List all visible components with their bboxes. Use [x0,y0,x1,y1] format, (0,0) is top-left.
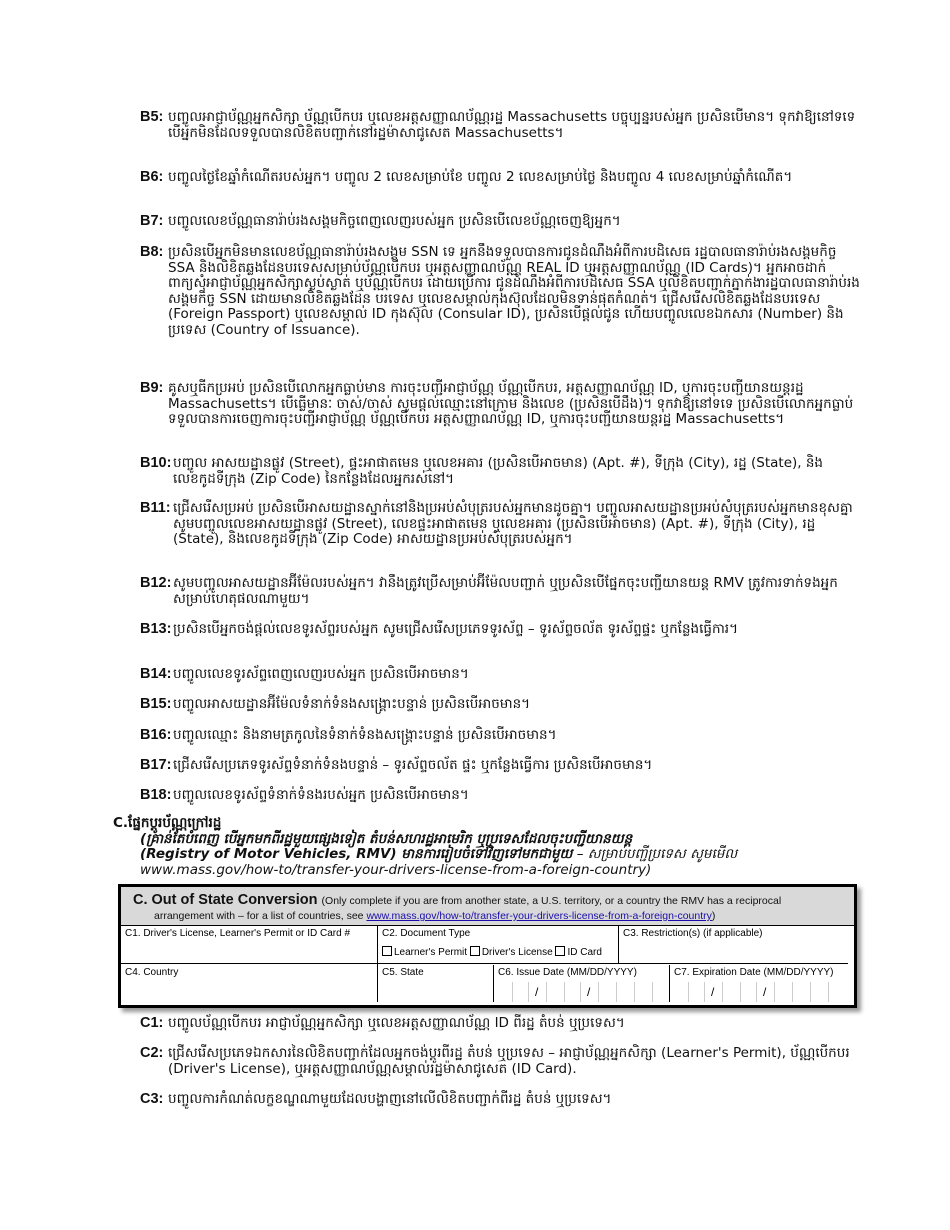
document-type-options [382,946,602,958]
c5-field[interactable] [378,965,493,1002]
item-label: B6: [140,169,164,185]
date-slash: / [711,985,715,999]
slot [688,982,689,1002]
item-text: បញ្ចូលលេខប័ណ្ណធានារ៉ាប់រងសង្គមកិច្ចពេញលេញរបស់អ្នក ប្រសិនបើលេខប័ណ្ណចេញឱ្យអ្នក។ [168,213,621,229]
item-label: B11: [140,500,171,516]
c4-field[interactable] [121,965,377,1002]
item-text: ជ្រើសរើសប្រអប់ ប្រសិនបើអាសយដ្ឋានស្នាក់នៅនិងប្រអប់សំបុត្ររបស់អ្នកមានដូចគ្នា។ បញ្ចូលអាសយដ្ឋានប្រអប់សំបុត្ររបស់អ្នកមានខុសគ្នា សូមបញ្ចូលលេខអាសយដ្ឋានផ្លូវ (Street), លេខផ្ទះអាផាតមេន ឬលេខអគារ (ប្រសិនបើអាចមាន) (Apt. #), ទីក្រុង (City), រដ្ឋ (State), និងលេខកូដទីក្រុង (Zip Code) អាសយដ្ឋានប្រអប់សំបុត្ររបស់អ្នក។ [173,500,853,547]
item-label: C2: [140,1045,164,1061]
c6-label: C6. Issue Date (MM/DD/YYYY) [498,967,637,978]
section-c-line2-bold: (Registry of Motor Vehicles, RMV) មានការរៀបចំទៅវិញទៅមកជាមួយ [140,846,573,862]
item-text: ជ្រើសរើសប្រភេទឯកសារនៃលិខិតបញ្ជាក់ដែលអ្នកចង់ប្ដូរពីរដ្ឋ តំបន់ ឬប្រទេស – អាជ្ញាប័ណ្ណអ្នកសិក្សា (Learner's Permit), ប័ណ្ណបើកបរ (Driver's License), ឬអត្តសញ្ញាណប័ណ្ណសម្គាល់រដ្ឋម៉ាសាជូសេត (ID Card). [168,1045,850,1077]
c6-field[interactable] [494,965,669,1002]
slot [528,982,529,1002]
slot [810,982,811,1002]
c3-field[interactable] [619,926,848,964]
item-text: បញ្ចូលអាសយដ្ឋានអ៊ីម៉ែលទំនាក់ទំនងសង្គ្រោះបន្ទាន់ ប្រសិនបើអាចមាន។ [173,696,531,712]
learners-permit-checkbox[interactable] [382,946,392,956]
item-label: B9: [140,380,164,396]
slot [756,982,757,1002]
c1-field[interactable] [121,926,377,964]
item-label: B7: [140,213,164,229]
item-text: បញ្ចូលឈ្មោះ និងនាមត្រកូលនៃទំនាក់ទំនងសង្គ្រោះបន្ទាន់ ប្រសិនបើអាចមាន។ [173,727,557,743]
item-label: B12: [140,575,172,591]
learners-permit-label: Learner's Permit [394,947,468,958]
item-label: B10: [140,455,172,471]
item-label: B8: [140,244,164,260]
form-title: C. Out of State Conversion [133,892,318,908]
slot [722,982,723,1002]
c4-label: C4. Country [125,967,179,978]
instruction-b12 [140,576,860,607]
form-title-note: (Only complete if you are from another state, a U.S. territory, or a country the RMV has a reciprocal [321,895,782,907]
slot [512,982,513,1002]
item-text: បញ្ចូលប័ណ្ណបើកបរ អាជ្ញាប័ណ្ណអ្នកសិក្សា ឬលេខអត្តសញ្ញាណប័ណ្ណ ID ពីរដ្ឋ តំបន់ ឬប្រទេស។ [168,1015,625,1031]
instruction-b18 [140,788,860,804]
c3-label: C3. Restriction(s) (if applicable) [623,928,763,939]
instruction-c2 [140,1046,860,1077]
section-c-line2-rest: – សម្រាប់បញ្ជីប្រទេស សូមមើល [572,846,738,862]
item-text: ប្រសិនបើអ្នកចង់ផ្ដល់លេខទូរស័ព្ទរបស់អ្នក សូមជ្រើសរើសប្រភេទទូរស័ព្ទ – ទូរស័ព្ទចល័ត ទូរស័ព្ទផ្ទះ ឬកន្លែងធ្វើការ។ [173,621,738,637]
instruction-b14 [140,667,860,683]
c2-field [378,926,618,964]
instruction-b10 [140,456,860,487]
drivers-license-checkbox[interactable] [470,946,480,956]
c7-label: C7. Expiration Date (MM/DD/YYYY) [674,967,834,978]
form-subtitle [154,910,715,922]
issue-date-slots [494,982,669,1002]
slot [564,982,565,1002]
c5-label: C5. State [382,967,424,978]
expiration-date-slots [670,982,848,1002]
form-title-row [133,892,781,908]
instruction-c3 [140,1092,860,1108]
instruction-b8 [140,245,860,338]
item-text: បញ្ចូល អាសយដ្ឋានផ្លូវ (Street), ផ្ទះអាផាតមេន ឬលេខអគារ (ប្រសិនបើអាចមាន) (Apt. #), ទីក្រុង (City), រដ្ឋ (State), និងលេខកូដទីក្រុង (Zip Code) នៃកន្លែងដែលអ្នករស់នៅ។ [173,455,823,487]
id-card-label: ID Card [567,947,602,958]
item-text: បញ្ចូលអាជ្ញាប័ណ្ណអ្នកសិក្សា ប័ណ្ណបើកបរ ឬលេខអត្តសញ្ញាណប័ណ្ណរដ្ឋ Massachusetts បច្ចុប្បន្នរបស់អ្នក ប្រសិនបើមាន។ ទុកវាឱ្យនៅទទេ បើអ្នកមិនដែលទទួលបានលិខិតបញ្ជាក់នៅរដ្ឋម៉ាសាជូសេត Massachusetts។ [168,109,856,141]
item-text: គូសឬធីកប្រអប់ ប្រសិនបើលោកអ្នកធ្លាប់មាន ការចុះបញ្ជីអាជ្ញាប័ណ្ណ ប័ណ្ណបើកបរ, អត្តសញ្ញាណប័ណ្ណ ID, ឬការចុះបញ្ជីយានយន្តរដ្ឋ Massachusetts។ បើធ្លើមានៈ ចាស់/ចាស់ សូមផ្ដល់ឈ្មោះនៅក្រោម និងលេខ (ប្រសិនបើដឹង)។ ទុកវាឱ្យនៅទទេ ប្រសិនបើលោកអ្នកធ្លាប់ទទួលបានការចេញការចុះបញ្ជីអាជ្ញាប័ណ្ណ ប័ណ្ណបើកបរ អត្តសញ្ញាណប័ណ្ណ ID, ឬការចុះបញ្ជីយានយន្តរដ្ឋ Massachusetts។ [168,380,854,427]
slot [828,982,829,1002]
slot [774,982,775,1002]
slot [704,982,705,1002]
slot [652,982,653,1002]
date-slash: / [535,985,539,999]
out-of-state-form [118,884,857,1008]
instruction-b6 [140,170,860,186]
item-text: បញ្ចូលថ្ងៃខែឆ្នាំកំណើតរបស់អ្នក។ បញ្ចូល 2 លេខសម្រាប់ខែ បញ្ចូល 2 លេខសម្រាប់ថ្ងៃ និងបញ្ចូល 4 លេខសម្រាប់ឆ្នាំកំណើត។ [168,169,793,185]
c7-field[interactable] [670,965,848,1002]
instruction-b17 [140,758,860,774]
instruction-b13 [140,622,860,638]
slot [792,982,793,1002]
form-header [121,887,854,926]
slot [580,982,581,1002]
item-label: B16: [140,727,172,743]
item-label: C3: [140,1091,164,1107]
instruction-b9 [140,381,860,428]
item-text: បញ្ចូលលេខទូរស័ព្ទទំនាក់ទំនងរបស់អ្នក ប្រសិនបើអាចមាន។ [173,787,469,803]
item-label: B15: [140,696,172,712]
date-slash: / [587,985,591,999]
item-label: B13: [140,621,172,637]
instruction-b7 [140,214,860,230]
instruction-c1 [140,1016,860,1032]
form-subtitle-suffix: ) [711,910,716,922]
section-c-line3: www.mass.gov/how-to/transfer-your-drivers-license-from-a-foreign-country) [140,861,652,878]
slot [616,982,617,1002]
id-card-checkbox[interactable] [555,946,565,956]
item-label: B14: [140,666,172,682]
item-text: ប្រសិនបើអ្នកមិនមានលេខប័ណ្ណធានារ៉ាប់រងសង្គម SSN ទេ អ្នកនឹងទទួលបានការជូនដំណឹងអំពីការបដិសេធ រដ្ឋបាលធានារ៉ាប់រងសង្គមកិច្ច SSA និងលិខិតឆ្លងដែនបរទេសសម្រាប់ប័ណ្ណបើកបរ ឬអត្តសញ្ញាណប័ណ្ណ REAL ID ឬអត្តសញ្ញាណប័ណ្ណ (ID Cards)។ អ្នកអាចដាក់ពាក្យសុំអាជ្ញាប័ណ្ណអ្នកសិក្សាស្ងប់ស្ងាត់ ឬប័ណ្ណបើកបរ ដោយប្រើការ ជូនដំណឹងអំពីការបដិសេធ SSA ឬលិខិតបញ្ជាក់ភ្នាក់ងារដ្ឋបាលធានារ៉ាប់រងសង្គមកិច្ច SSN ដោយមានលិខិតឆ្លងដែន បរទេស ឬលេខសម្គាល់កុងស៊ុលដែលមិនទាន់ផុតកំណត់។ ជ្រើសរើសលិខិតឆ្លងដែនបរទេស (Foreign Passport) ឬលេខសម្គាល់ ID កុងស៊ុល (Consular ID), ប្រសិនបើផ្ដល់ជូន ហើយបញ្ចូលលេខឯកសារ (Number) និងប្រទេស (Country of Issuance). [168,244,860,338]
instruction-b5 [140,110,860,141]
section-c-title: C.ផ្នែកប្ដូរប័ណ្ណក្រៅរដ្ឋ [113,815,222,831]
slot [634,982,635,1002]
item-label: B17: [140,757,172,773]
form-subtitle-prefix: arrangement with – for a list of countries, see [154,910,367,922]
date-slash: / [763,985,767,999]
section-c-line1: (គ្រាន់តែបំពេញ បើអ្នកមកពីរដ្ឋមួយផ្សេងទៀត តំបន់សហរដ្ឋអាមេរិក ឬប្រទេសដែលចុះបញ្ជីយានយន្ត [140,830,633,847]
item-text: ជ្រើសរើសប្រភេទទូរស័ព្ទទំនាក់ទំនងបន្ទាន់ – ទូរស័ព្ទចល័ត ផ្ទះ ឬកន្លែងធ្វើការ ប្រសិនបើអាចមាន។ [173,757,653,773]
instruction-b16 [140,728,860,744]
item-text: បញ្ចូលការកំណត់លក្ខខណ្ឌណាមួយដែលបង្ហាញនៅលើលិខិតបញ្ជាក់ពីរដ្ឋ តំបន់ ឬប្រទេស។ [168,1091,612,1107]
item-text: បញ្ចូលលេខទូរស័ព្ទពេញលេញរបស់អ្នក ប្រសិនបើអាចមាន។ [173,666,469,682]
item-label: B18: [140,787,172,803]
section-c-line2 [113,847,853,863]
countries-link[interactable]: www.mass.gov/how-to/transfer-your-drivers-license-from-a-foreign-country [366,910,712,922]
c2-label: C2. Document Type [382,928,471,939]
instruction-b11 [140,501,860,548]
instruction-b15 [140,697,860,713]
slot [740,982,741,1002]
c1-label: C1. Driver's License, Learner's Permit or ID Card # [125,928,351,939]
item-label: C1: [140,1015,164,1031]
drivers-license-label: Driver's License [481,947,553,958]
section-c-heading [113,816,853,878]
item-text: សូមបញ្ចូលអាសយដ្ឋានអ៊ីម៉ែលរបស់អ្នក។ វានឹងត្រូវប្រើសម្រាប់អ៊ីម៉ែលបញ្ជាក់ ឬប្រសិនបើផ្នែកចុះបញ្ជីយានយន្ត RMV ត្រូវការទាក់ទងអ្នកសម្រាប់ហេតុផលណាមួយ។ [173,575,838,607]
slot [598,982,599,1002]
item-label: B5: [140,109,164,125]
slot [546,982,547,1002]
